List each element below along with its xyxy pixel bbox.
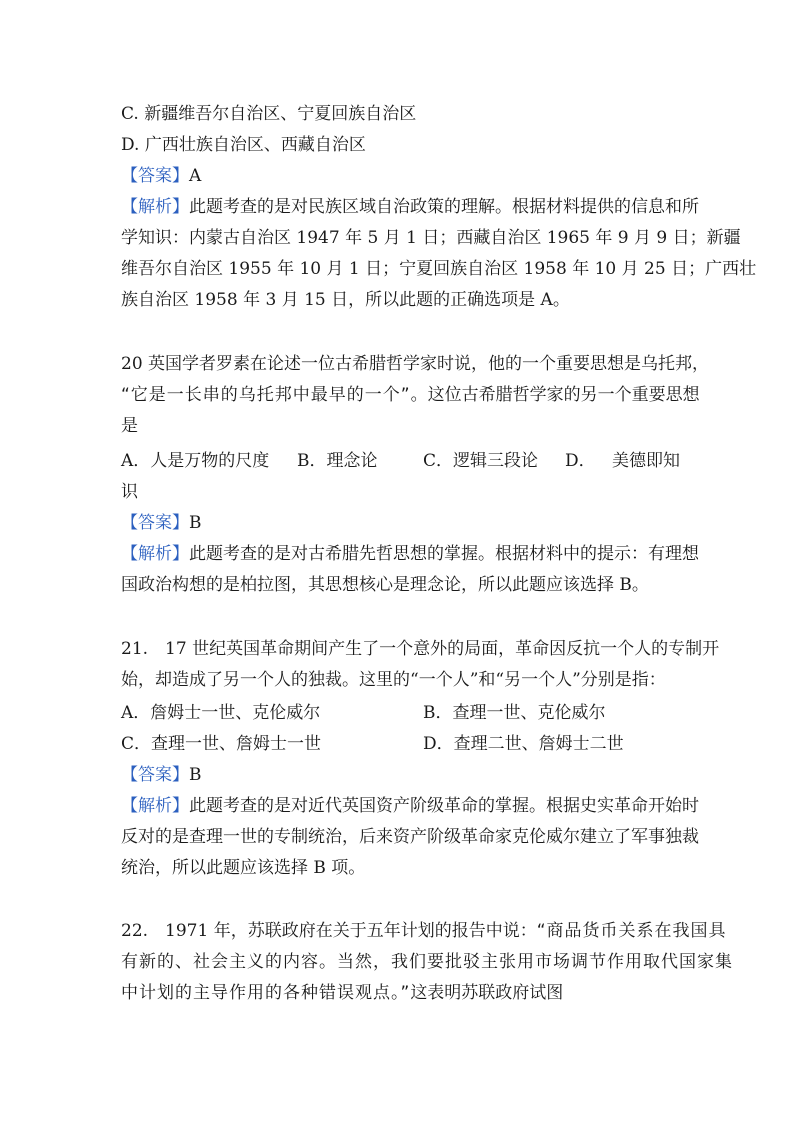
q21-stem-line: 始，却造成了另一个人的独裁。这里的“一个人”和“另一个人”分别是指：	[121, 670, 666, 690]
analysis-text: 此题考查的是对近代英国资产阶级革命的掌握。根据史实革命开始时	[189, 796, 699, 816]
q21-option-c: C．查理一世、詹姆士一世	[121, 734, 322, 754]
q20-option-d: D．	[565, 451, 596, 471]
analysis-label: 【解析】	[121, 544, 189, 564]
q20-stem-line: 是	[121, 416, 138, 436]
q20-analysis-line: 国政治构想的是柏拉图，其思想核心是理念论，所以此题应该选择 B。	[121, 575, 649, 595]
q20-analysis-line	[121, 543, 699, 565]
q21-option-b: B．查理一世、克伦威尔	[423, 703, 606, 723]
q19-analysis-line	[121, 196, 699, 218]
q20-answer	[121, 512, 691, 534]
q22-stem-text: 22. 1971 年，苏联政府在关于五年计划的报告中说：	[121, 921, 537, 941]
analysis-label: 【解析】	[121, 796, 189, 816]
q22-stem-rest: 这表明苏联政府试图	[410, 983, 564, 1003]
q19-answer	[121, 165, 691, 187]
q20-option-b: B．理念论	[297, 451, 378, 471]
q21-option-d: D．查理二世、詹姆士二世	[423, 734, 624, 754]
q20-stem-line	[121, 384, 700, 406]
q20-option-d-text: 美德即知	[612, 451, 680, 471]
q20-option-a: A．人是万物的尺度	[121, 451, 270, 471]
option-d-prev: D. 广西壮族自治区、西藏自治区	[121, 135, 366, 155]
q20-option-wrap: 识	[121, 482, 138, 502]
answer-label: 【答案】	[121, 166, 189, 186]
answer-label: 【答案】	[121, 765, 189, 785]
answer-label: 【答案】	[121, 513, 189, 533]
q21-analysis-line: 统治，所以此题应该选择 B 项。	[121, 858, 366, 878]
answer-value: B	[189, 765, 202, 785]
q19-analysis-line: 学知识：内蒙古自治区 1947 年 5 月 1 日；西藏自治区 1965 年 9 月 9 日；新疆	[121, 228, 741, 248]
q21-option-a: A．詹姆士一世、克伦威尔	[121, 703, 321, 723]
q22-quote: “商品货币关系在我国具	[536, 921, 727, 941]
q22-stem-line	[121, 920, 727, 942]
q21-answer	[121, 764, 691, 786]
analysis-text: 此题考查的是对民族区域自治政策的理解。根据材料提供的信息和所	[189, 197, 699, 217]
q19-analysis-line: 维吾尔自治区 1955 年 10 月 1 日；宁夏回族自治区 1958 年 10 月 25 日；广西壮	[121, 259, 757, 279]
option-c-prev: C. 新疆维吾尔自治区、宁夏回族自治区	[121, 104, 417, 124]
q21-analysis-line	[121, 795, 699, 817]
q20-stem-line: 20 英国学者罗素在论述一位古希腊哲学家时说，他的一个重要思想是乌托邦，	[121, 354, 710, 374]
q19-analysis-line: 族自治区 1958 年 3 月 15 日，所以此题的正确选项是 A。	[121, 290, 570, 310]
q22-quote: 有新的、社会主义的内容。当然，我们要批驳主张用市场调节作用取代国家集	[121, 952, 733, 972]
q22-stem-line	[121, 982, 691, 1004]
q20-option-c: C．逻辑三段论	[423, 451, 539, 471]
q22-quote: 中计划的主导作用的各种错误观点。”	[121, 983, 411, 1003]
analysis-text: 此题考查的是对古希腊先哲思想的掌握。根据材料中的提示：有理想	[189, 544, 699, 564]
q21-stem-line: 21. 17 世纪英国革命期间产生了一个意外的局面，革命因反抗一个人的专制开	[121, 639, 720, 659]
q20-stem-rest: 。这位古希腊哲学家的另一个重要思想	[410, 385, 700, 405]
q21-analysis-line: 反对的是查理一世的专制统治，后来资产阶级革命家克伦威尔建立了军事独裁	[121, 827, 699, 847]
answer-value: B	[189, 513, 202, 533]
q20-quote: “它是一长串的乌托邦中最早的一个”	[121, 385, 411, 405]
q22-stem-line	[121, 951, 733, 973]
analysis-label: 【解析】	[121, 197, 189, 217]
answer-value: A	[189, 166, 202, 186]
